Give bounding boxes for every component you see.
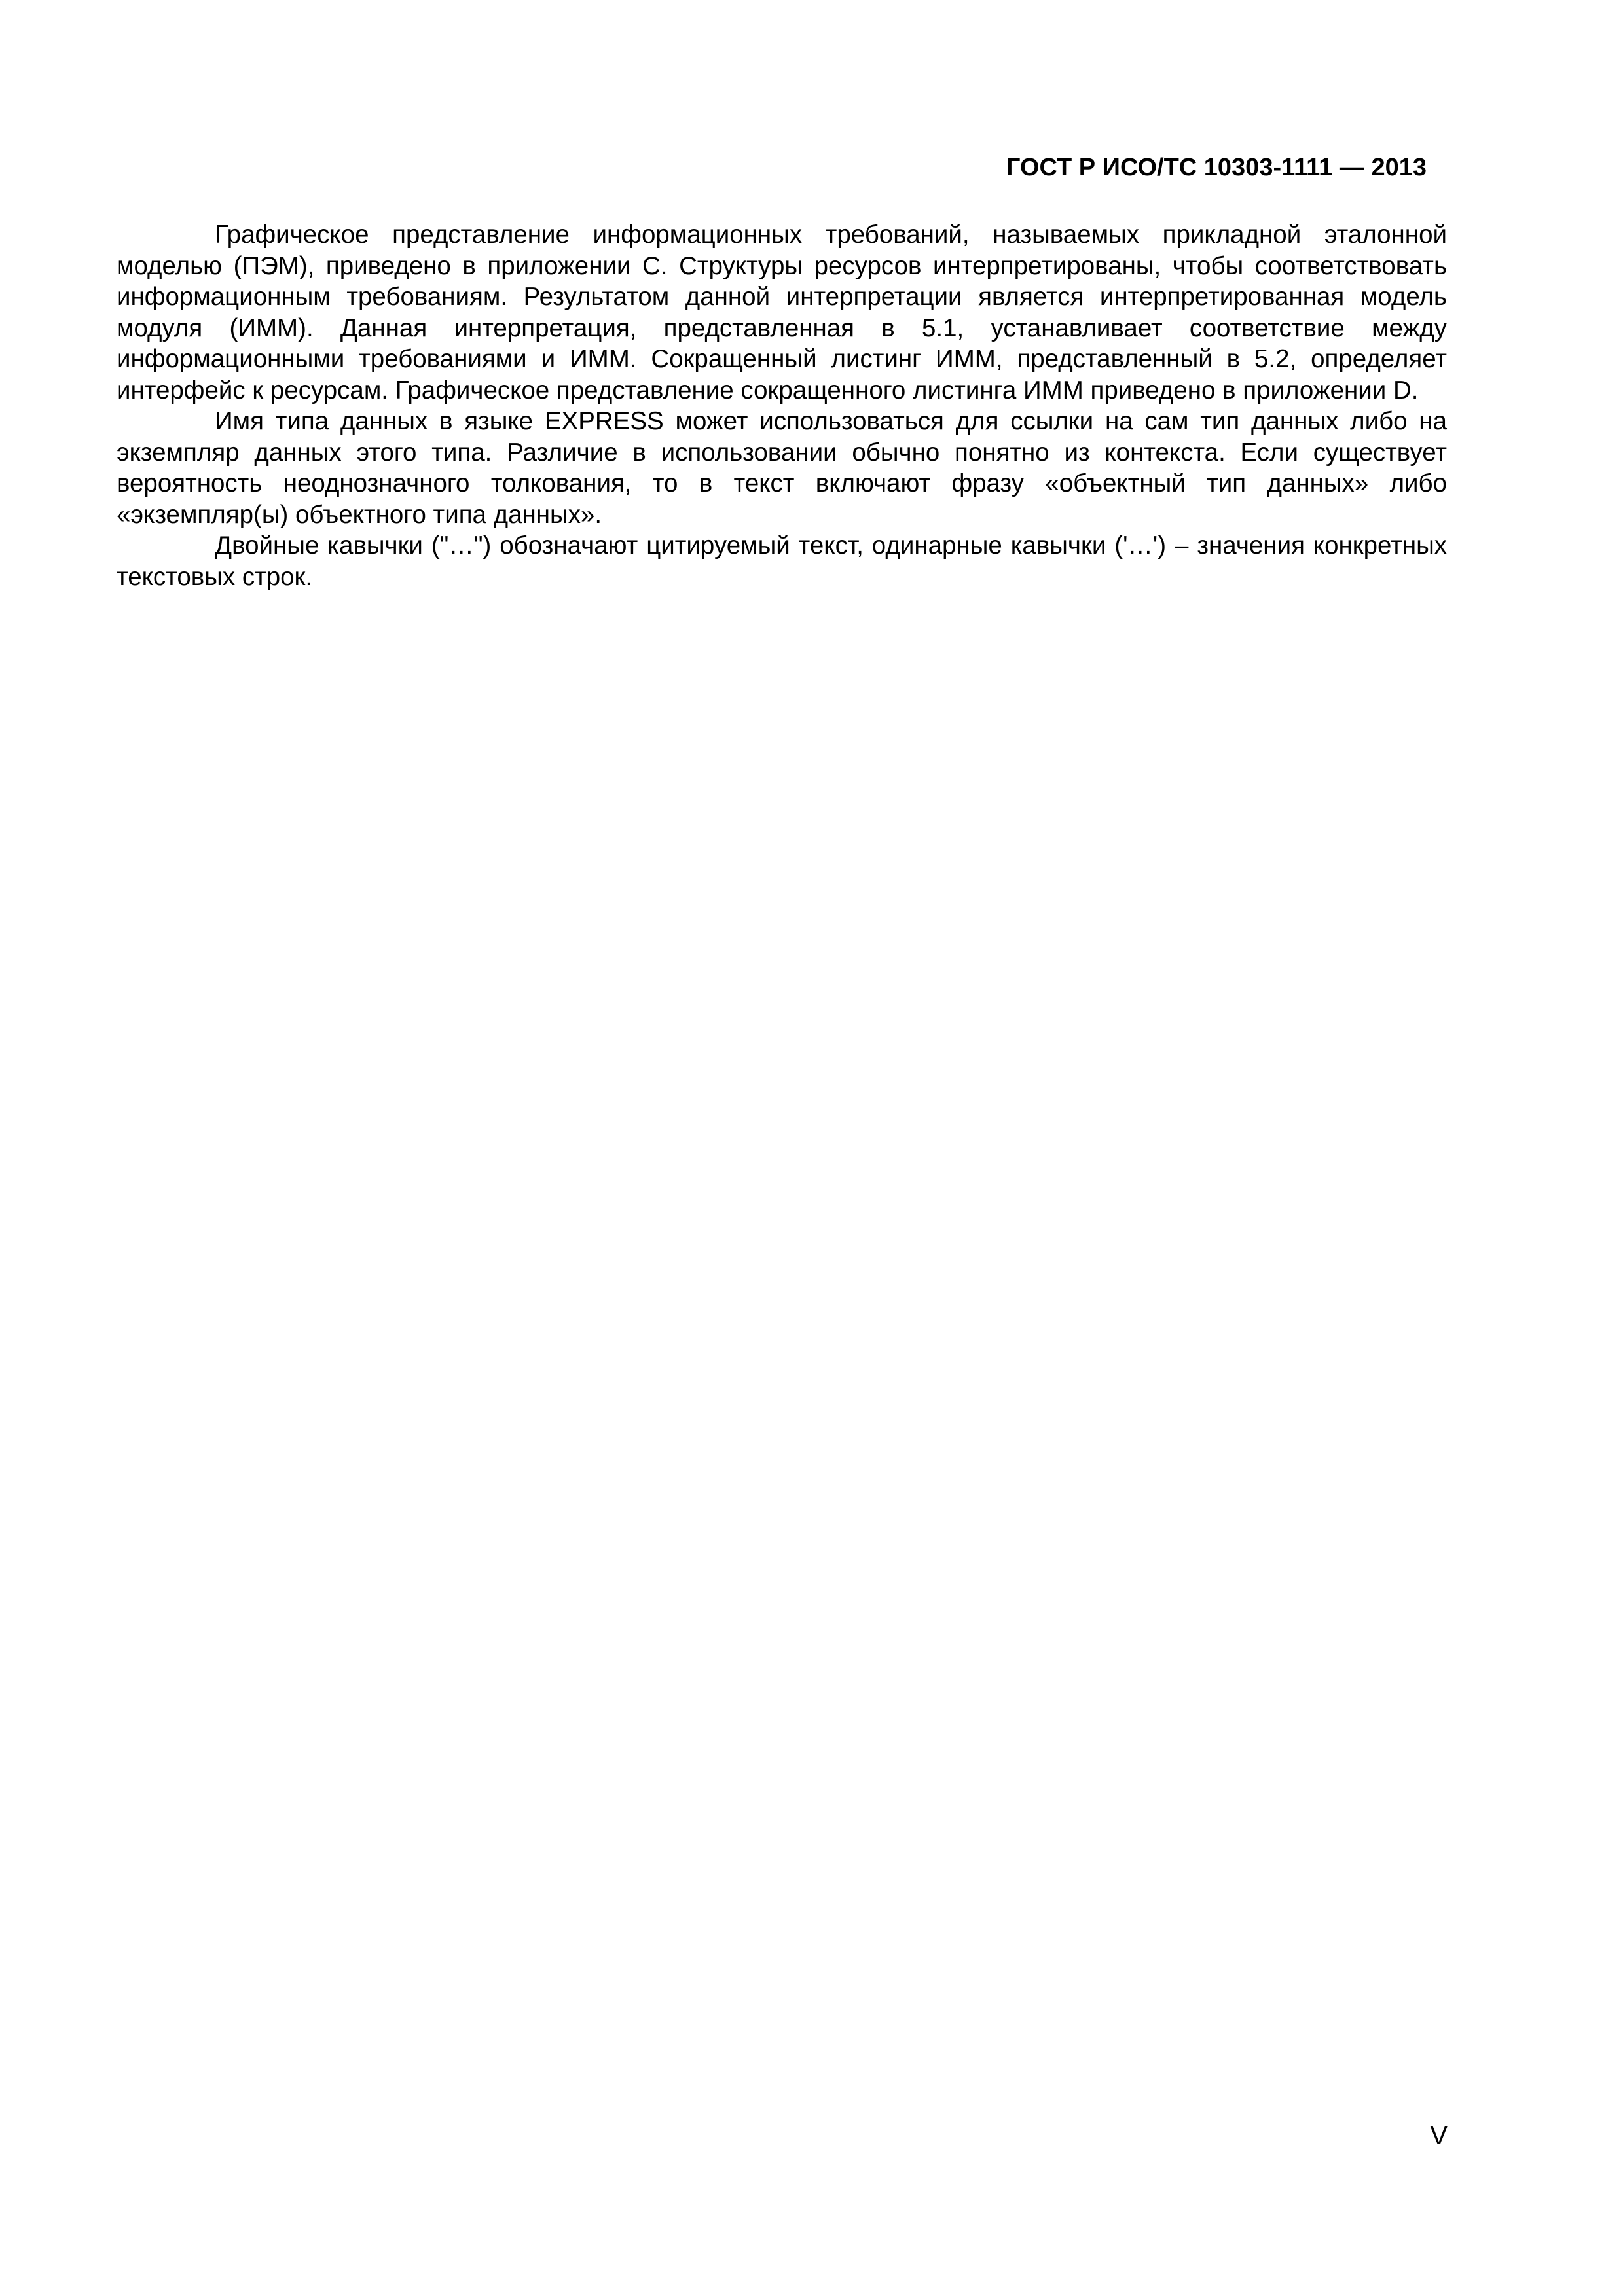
paragraph-1: Графическое представление информационных требований, называемых прикладной эталонной моделью (ПЭМ), приведено в приложении C. Структуры ресурсов интерпретированы, чтобы соответствовать информационным требованиям. Результатом данной интерпретации является интерпретированная модель модуля (ИММ). Данная интерпретация, представленная в 5.1, устанавливает соответствие между информационными требованиями и ИММ. Сокращенный листинг ИММ, представленный в 5.2, определяет интерфейс к ресурсам. Графическое представление сокращенного листинга ИММ приведено в приложении D.	[117, 221, 1447, 404]
body-text	[117, 219, 1447, 592]
paragraph-2: Имя типа данных в языке EXPRESS может использоваться для ссылки на сам тип данных либо на экземпляр данных этого типа. Различие в использовании обычно понятно из контекста. Если существует вероятность неоднозначного толкования, то в текст включают фразу «объектный тип данных» либо «экземпляр(ы) объектного типа данных».	[117, 407, 1447, 529]
page-number: V	[1430, 2121, 1448, 2150]
document-code-header: ГОСТ Р ИСО/ТС 10303-1111 — 2013	[1006, 154, 1427, 181]
paragraph-3: Двойные кавычки ("…") обозначают цитируемый текст, одинарные кавычки ('…') – значения конкретных текстовых строк.	[117, 531, 1447, 591]
